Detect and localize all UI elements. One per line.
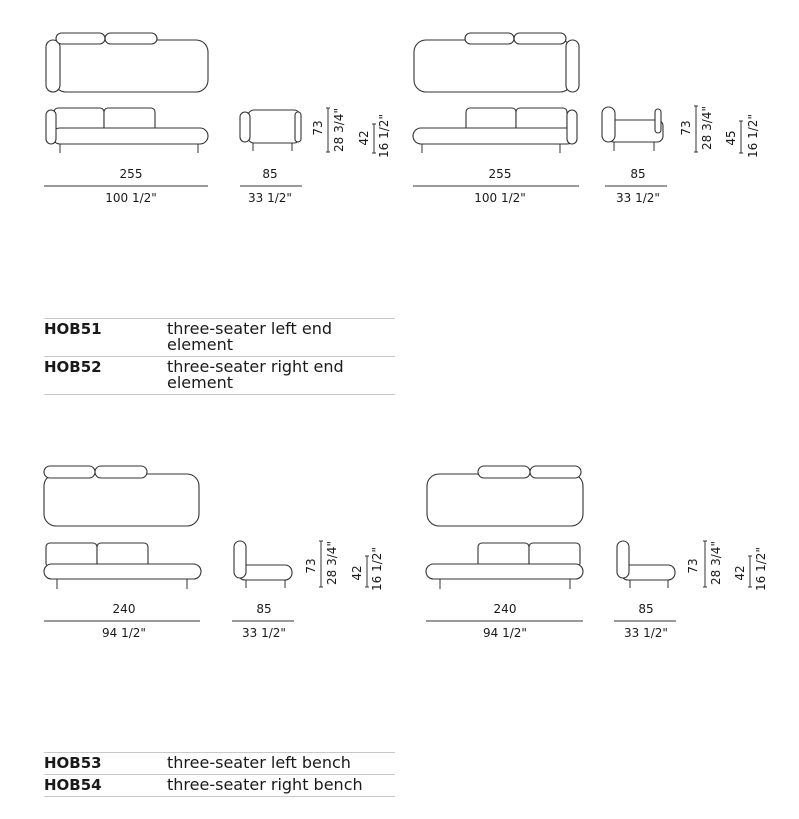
- depth-in-hob54: 33 1/2": [624, 626, 668, 640]
- depth-cm-hob52: 85: [630, 167, 646, 181]
- side-view-hob53: [234, 541, 292, 588]
- product-code: HOB54: [44, 775, 167, 797]
- product-description: three-seater left end element: [167, 319, 395, 357]
- depth-cm-hob53: 85: [256, 602, 272, 616]
- width-cm-hob54: 240: [493, 602, 517, 616]
- top-view-hob51: [46, 33, 208, 92]
- product-code: HOB53: [44, 753, 167, 775]
- side-view-hob52: [602, 107, 663, 151]
- table-row: [44, 319, 395, 357]
- table-row: [44, 775, 395, 797]
- seat-in-hob51: 16 1/2": [377, 114, 391, 158]
- front-view-hob53: [44, 543, 201, 589]
- table-row: [44, 753, 395, 775]
- seat-cm-hob52: 45: [724, 130, 738, 146]
- height-cm-hob54: 73: [686, 558, 700, 574]
- product-description: three-seater left bench: [167, 753, 395, 775]
- seat-in-hob53: 16 1/2": [370, 547, 384, 591]
- product-table-bottom: [44, 752, 395, 797]
- height-in-hob52: 28 3/4": [700, 106, 714, 150]
- product-table-top: [44, 318, 395, 395]
- seat-in-hob54: 16 1/2": [754, 547, 768, 591]
- height-cm-hob52: 73: [679, 120, 693, 136]
- top-view-hob53: [44, 466, 199, 526]
- drawing-hob52: [413, 33, 760, 205]
- height-cm-hob51: 73: [311, 120, 325, 136]
- depth-in-hob53: 33 1/2": [242, 626, 286, 640]
- depth-in-hob52: 33 1/2": [616, 191, 660, 205]
- height-in-hob53: 28 3/4": [325, 541, 339, 585]
- table-row: [44, 357, 395, 395]
- product-code: HOB52: [44, 357, 167, 395]
- depth-in-hob51: 33 1/2": [248, 191, 292, 205]
- width-in-hob53: 94 1/2": [102, 626, 146, 640]
- product-code: HOB51: [44, 319, 167, 357]
- side-view-hob54: [617, 541, 675, 588]
- front-view-hob51: [46, 108, 208, 153]
- drawing-hob54: [426, 466, 768, 640]
- width-in-hob52: 100 1/2": [474, 191, 526, 205]
- product-description: three-seater right end element: [167, 357, 395, 395]
- seat-cm-hob54: 42: [733, 565, 747, 581]
- width-in-hob51: 100 1/2": [105, 191, 157, 205]
- height-cm-hob53: 73: [304, 558, 318, 574]
- seat-cm-hob51: 42: [357, 130, 371, 146]
- seat-cm-hob53: 42: [350, 565, 364, 581]
- front-view-hob52: [413, 108, 577, 153]
- front-view-hob54: [426, 543, 583, 589]
- height-in-hob54: 28 3/4": [709, 541, 723, 585]
- drawing-hob51: [44, 33, 391, 205]
- width-in-hob54: 94 1/2": [483, 626, 527, 640]
- product-description: three-seater right bench: [167, 775, 395, 797]
- side-view-hob51: [240, 110, 301, 151]
- top-view-hob54: [427, 466, 583, 526]
- height-in-hob51: 28 3/4": [332, 108, 346, 152]
- depth-cm-hob51: 85: [262, 167, 278, 181]
- width-cm-hob53: 240: [112, 602, 136, 616]
- width-cm-hob51: 255: [119, 167, 143, 181]
- seat-in-hob52: 16 1/2": [746, 114, 760, 158]
- top-view-hob52: [414, 33, 579, 92]
- drawing-hob53: [44, 466, 384, 640]
- depth-cm-hob54: 85: [638, 602, 654, 616]
- width-cm-hob52: 255: [488, 167, 512, 181]
